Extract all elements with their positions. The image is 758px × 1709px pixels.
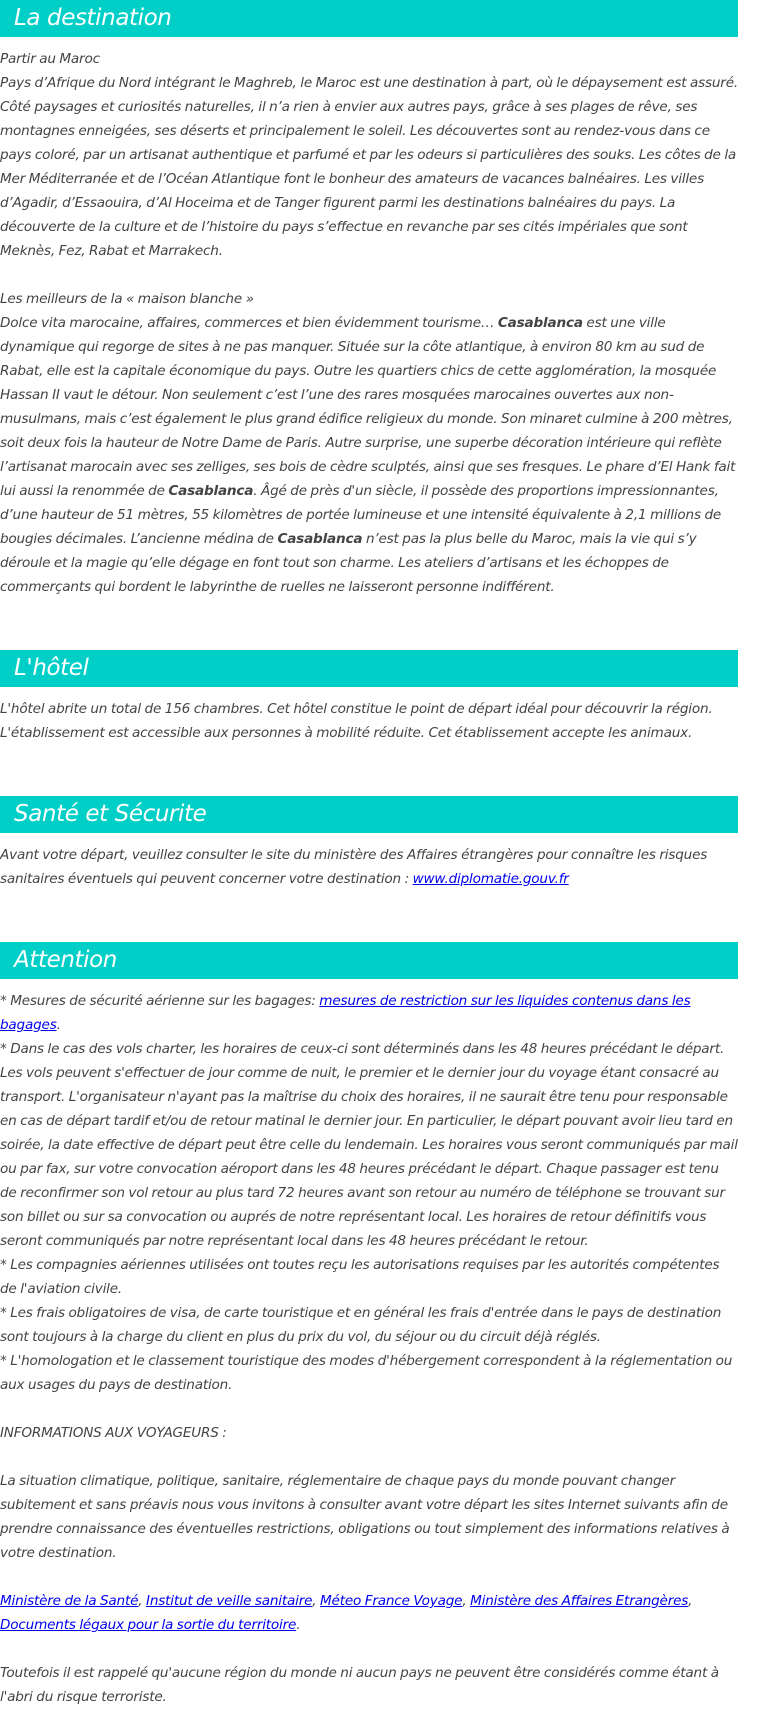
separator: , [312, 1593, 321, 1609]
health-paragraph [0, 843, 738, 891]
punctuation: . [56, 1017, 61, 1033]
paragraph-text: n’est pas la plus belle du Maroc, mais la vie qui s’y déroule et la magie qu’elle dégage en font tout son charme. Les ateliers d’artisans et les échoppes de commerçants qui bordent le labyrinthe de ruelles ne laisseront personne indifférent. [0, 531, 697, 595]
institut-veille-sanitaire-link[interactable]: Institut de veille sanitaire [146, 1593, 313, 1609]
documents-legaux-link[interactable]: Documents légaux pour la sortie du territoire [0, 1617, 297, 1633]
health-text: Avant votre départ, veuillez consulter le site du ministère des Affaires étrangères pour connaître les risques sanitaires éventuels qui peuvent concerner votre destination : [0, 847, 708, 887]
useful-links [0, 1589, 738, 1637]
attention-item-2: * Dans le cas des vols charter, les horaires de ceux-ci sont déterminés dans les 48 heures précédant le départ. Les vols peuvent s'effectuer de jour comme de nuit, le premier et le dernier jour du voyage étant consacré au transport. L'organisateur n'ayant pas la maîtrise du choix des horaires, il ne saurait être tenu pour responsable en cas de départ tardif et/ou de retour matinal le dernier jour. En particulier, le départ pouvant avoir lieu tard en soirée, la date effective de départ peut être celle du lendemain. Les horaires vous seront communiqués par mail ou par fax, sur votre convocation aéroport dans les 48 heures précédant le départ. Chaque passager est tenu de reconfirmer son vol retour au plus tard 72 heures avant son retour au numéro de téléphone se trouvant sur son billet ou sur sa convocation ou auprés de notre représentant local. Les horaires de retour définitifs vous seront communiqués par notre représentant local dans les 48 heures précédant le retour. [0, 1041, 738, 1249]
separator: , [688, 1593, 693, 1609]
paragraph-text: . Âgé de près d'un siècle, il possède des proportions impressionnantes, d’une hauteur de 51 mètres, 55 kilomètres de portée lumineuse et une intensité équivalente à 2,1 millions de bougies décimales. L’ancienne médina de [0, 483, 722, 547]
attention-title: Attention [0, 942, 738, 979]
paragraph-text: Dolce vita marocaine, affaires, commerces et bien évidemment tourisme… [0, 315, 498, 331]
travelers-info-title: INFORMATIONS AUX VOYAGEURS : [0, 1425, 227, 1441]
hotel-title: L'hôtel [0, 650, 738, 687]
attention-item-3: * Les compagnies aériennes utilisées ont toutes reçu les autorisations requises par les autorités compétentes de l'aviation civile. [0, 1257, 720, 1297]
travelers-info-text: La situation climatique, politique, sanitaire, réglementaire de chaque pays du monde pouvant changer subitement et sans préavis nous vous invitons à consulter avant votre départ les sites Internet suivants afin de prendre connaissance des éventuelles restrictions, obligations ou tout simplement des informations relatives à votre destination. [0, 1473, 730, 1561]
health-safety-title: Santé et Sécurite [0, 796, 738, 833]
destination-paragraph-2 [0, 311, 738, 599]
attention-item-1 [0, 989, 738, 1037]
destination-subtitle-2: Les meilleurs de la « maison blanche » [0, 291, 254, 307]
attention-item-5: * L'homologation et le classement touristique des modes d'hébergement correspondent à la réglementation ou aux usages du pays de destination. [0, 1353, 733, 1393]
ministere-affaires-etrangeres-link[interactable]: Ministère des Affaires Etrangères [470, 1593, 689, 1609]
hotel-text [0, 687, 738, 745]
destination-text [0, 37, 738, 599]
city-name: Casablanca [168, 483, 254, 499]
health-safety-text [0, 833, 738, 891]
hotel-paragraph: L'hôtel abrite un total de 156 chambres. Cet hôtel constitue le point de départ idéal pour découvrir la région. L'établissement est accessible aux personnes à mobilité réduite. Cet établissement accepte les animaux. [0, 701, 713, 741]
liquids-restriction-link[interactable]: mesures de restriction sur les liquides contenus dans les bagages [0, 993, 691, 1033]
diplomatie-link[interactable]: www.diplomatie.gouv.fr [412, 871, 569, 887]
city-name: Casablanca [497, 315, 583, 331]
destination-title: La destination [0, 0, 738, 37]
city-name: Casablanca [277, 531, 363, 547]
paragraph-text: est une ville dynamique qui regorge de sites à ne pas manquer. Située sur la côte atlantique, à environ 80 km au sud de Rabat, elle est la capitale économique du pays. Outre les quartiers chics de cette agglomération, la mosquée Hassan II vaut le détour. Non seulement c’est l’une des rares mosquées marocaines ouvertes aux non-musulmans, mais c’est également le plus grand édifice religieux du monde. Son minaret culmine à 200 mètres, soit deux fois la hauteur de Notre Dame de Paris. Autre surprise, une superbe décoration intérieure qui reflète l’artisanat marocain avec ses zelliges, ses bois de cèdre sculptés, ainsi que ses fresques. Le phare d’El Hank fait lui aussi la renommée de [0, 315, 736, 499]
ministere-sante-link[interactable]: Ministère de la Santé [0, 1593, 139, 1609]
attention-item-text: * Mesures de sécurité aérienne sur les bagages: [0, 993, 320, 1009]
separator: , [138, 1593, 147, 1609]
punctuation: . [296, 1617, 301, 1633]
attention-item-4: * Les frais obligatoires de visa, de carte touristique et en général les frais d'entrée dans le pays de destination sont toujours à la charge du client en plus du prix du vol, du séjour ou du circuit déjà réglés. [0, 1305, 722, 1345]
attention-text [0, 979, 738, 1709]
separator: , [462, 1593, 471, 1609]
destination-paragraph-1: Pays d’Afrique du Nord intégrant le Maghreb, le Maroc est une destination à part, où le dépaysement est assuré. Côté paysages et curiosités naturelles, il n’a rien à envier aux autres pays, grâce à ses plages de rêve, ses montagnes enneigées, ses déserts et principalement le soleil. Les découvertes sont au rendez-vous dans ce pays coloré, par un artisanat authentique et parfumé et par les odeurs si particulières des souks. Les côtes de la Mer Méditerranée et de l’Océan Atlantique font le bonheur des amateurs de vacances balnéaires. Les villes d’Agadir, d’Essaouira, d’Al Hoceima et de Tanger figurent parmi les destinations balnéaires du pays. La découverte de la culture et de l’histoire du pays s’effectue en revanche par ses cités impériales que sont Meknès, Fez, Rabat et Marrakech. [0, 75, 738, 259]
terror-risk-note: Toutefois il est rappelé qu'aucune région du monde ni aucun pays ne peuvent être considérés comme étant à l'abri du risque terroriste. [0, 1665, 719, 1705]
meteo-france-voyage-link[interactable]: Méteo France Voyage [320, 1593, 463, 1609]
destination-subtitle: Partir au Maroc [0, 51, 100, 67]
